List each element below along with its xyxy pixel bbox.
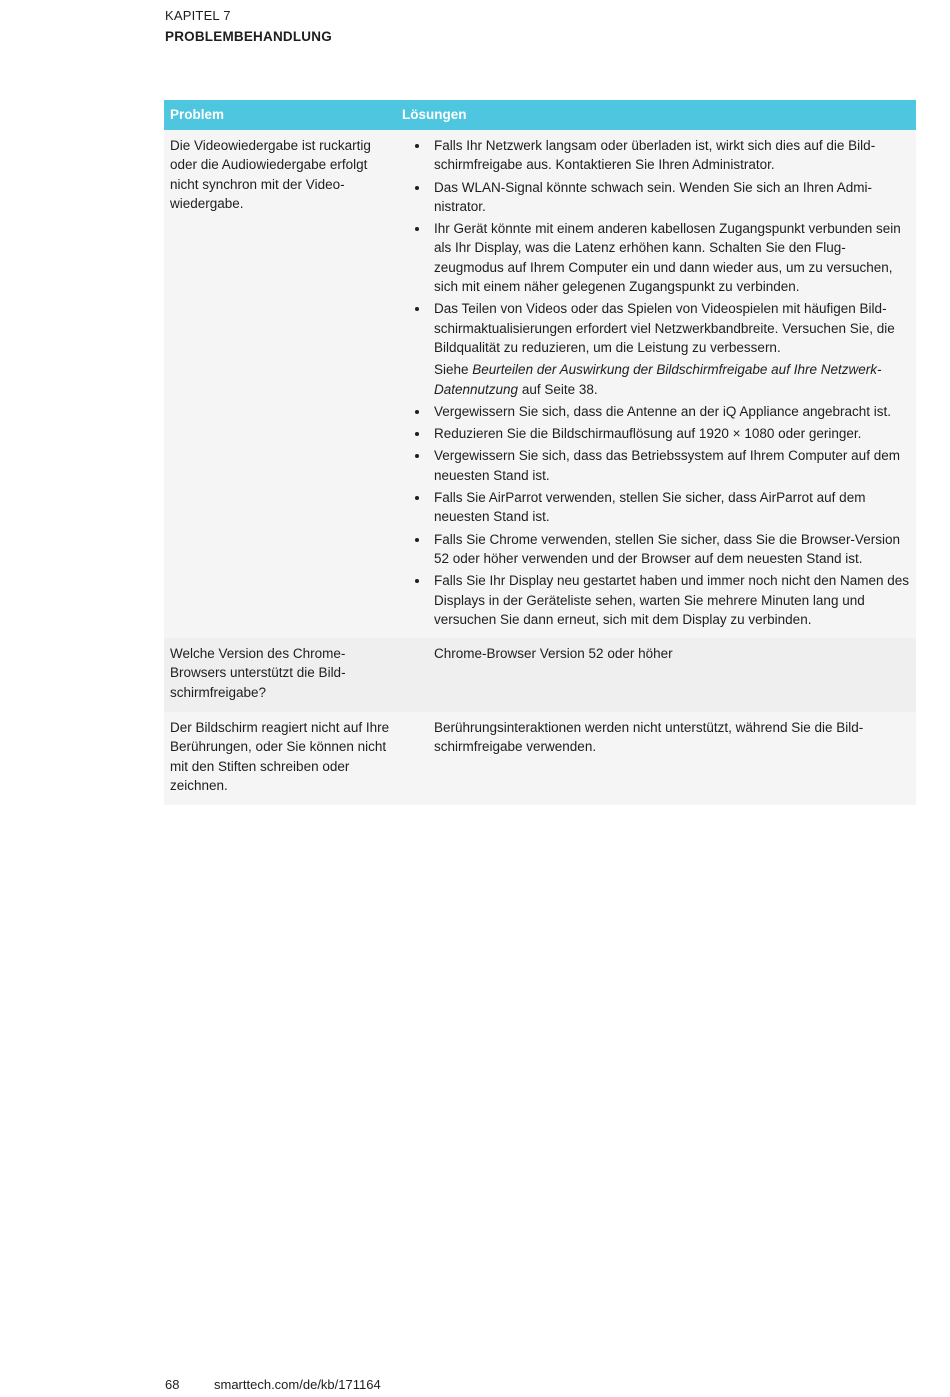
solution-text: Chrome-Browser Version 52 oder höher (434, 646, 673, 662)
footer-url[interactable]: smarttech.com/de/kb/171164 (214, 1377, 381, 1392)
solution-item: Das Teilen von Videos oder das Spielen von Videospielen mit häufigen Bildschirmaktualisierungen erfordert viel Netzwerkbandbreite. Versuchen Sie, die Bildqualität zu reduzieren, um die Leistung zu verbessern. (434, 299, 910, 357)
note-suffix: auf Seite 38. (518, 381, 598, 397)
table-row (164, 712, 916, 805)
table-header-row (164, 100, 916, 130)
cross-reference-note (434, 360, 910, 399)
solution-item: Das WLAN-Signal könnte schwach sein. Wenden Sie sich an Ihren Administrator. (434, 178, 910, 217)
solution-item: Falls Ihr Netzwerk langsam oder überladen ist, wirkt sich dies auf die Bildschirmfreigabe aus. Kontaktieren Sie Ihren Administrator. (434, 136, 910, 175)
column-header-solutions: Lösungen (396, 100, 916, 130)
solution-item: Falls Sie Ihr Display neu gestartet haben und immer noch nicht den Namen des Displays in der Geräteliste sehen, warten Sie mehrere Minuten lang und versuchen Sie dann erneut, sich mit dem Display zu verbinden. (434, 571, 910, 629)
page-number: 68 (165, 1377, 180, 1392)
solutions-list (402, 136, 910, 629)
solution-item: Reduzieren Sie die Bildschirmauflösung auf 1920 × 1080 oder geringer. (434, 424, 910, 443)
solutions-cell (396, 638, 916, 712)
problem-cell: Welche Version des Chrome-Browsers unterstützt die Bildschirmfreigabe? (164, 638, 396, 712)
solution-item: Falls Sie AirParrot verwenden, stellen Sie sicher, dass AirParrot auf dem neuesten Stand ist. (434, 488, 910, 527)
note-prefix: Siehe (434, 362, 473, 378)
solution-item: Vergewissern Sie sich, dass die Antenne an der iQ Appliance angebracht ist. (434, 402, 910, 421)
solution-item: Vergewissern Sie sich, dass das Betriebssystem auf Ihrem Computer auf dem neuesten Stand ist. (434, 446, 910, 485)
page-footer (165, 1377, 381, 1392)
column-header-problem: Problem (164, 100, 396, 130)
table-row (164, 130, 916, 638)
problem-cell: Die Videowiedergabe ist ruckartig oder die Audiowiedergabe erfolgt nicht synchron mit der Videowiedergabe. (164, 130, 396, 638)
chapter-label: KAPITEL 7 (165, 8, 231, 23)
solution-text: Berührungsinteraktionen werden nicht unterstützt, während Sie die Bildschirmfreigabe verwenden. (434, 720, 864, 755)
problem-cell: Der Bildschirm reagiert nicht auf Ihre Berührungen, oder Sie können nicht mit den Stiften schreiben oder zeichnen. (164, 712, 396, 805)
troubleshooting-table (164, 100, 916, 805)
chapter-title: PROBLEMBEHANDLUNG (165, 29, 332, 44)
solution-item: Falls Sie Chrome verwenden, stellen Sie sicher, dass Sie die Browser-Version 52 oder höher verwenden und der Browser auf dem neuesten Stand ist. (434, 530, 910, 569)
table-row (164, 638, 916, 712)
solution-item: Ihr Gerät könnte mit einem anderen kabellosen Zugangspunkt verbunden sein als Ihr Display, was die Latenz erhöhen kann. Schalten Sie den Flugzeugmodus auf Ihrem Computer ein und dann wieder aus, um zu versuchen, sich mit einem näher gelegenen Zugangspunkt zu verbinden. (434, 219, 910, 296)
cross-reference-link[interactable]: Beurteilen der Auswirkung der Bildschirmfreigabe auf Ihre NetzwerkDatennutzung (434, 362, 882, 397)
solutions-cell (396, 130, 916, 638)
solutions-cell (396, 712, 916, 805)
